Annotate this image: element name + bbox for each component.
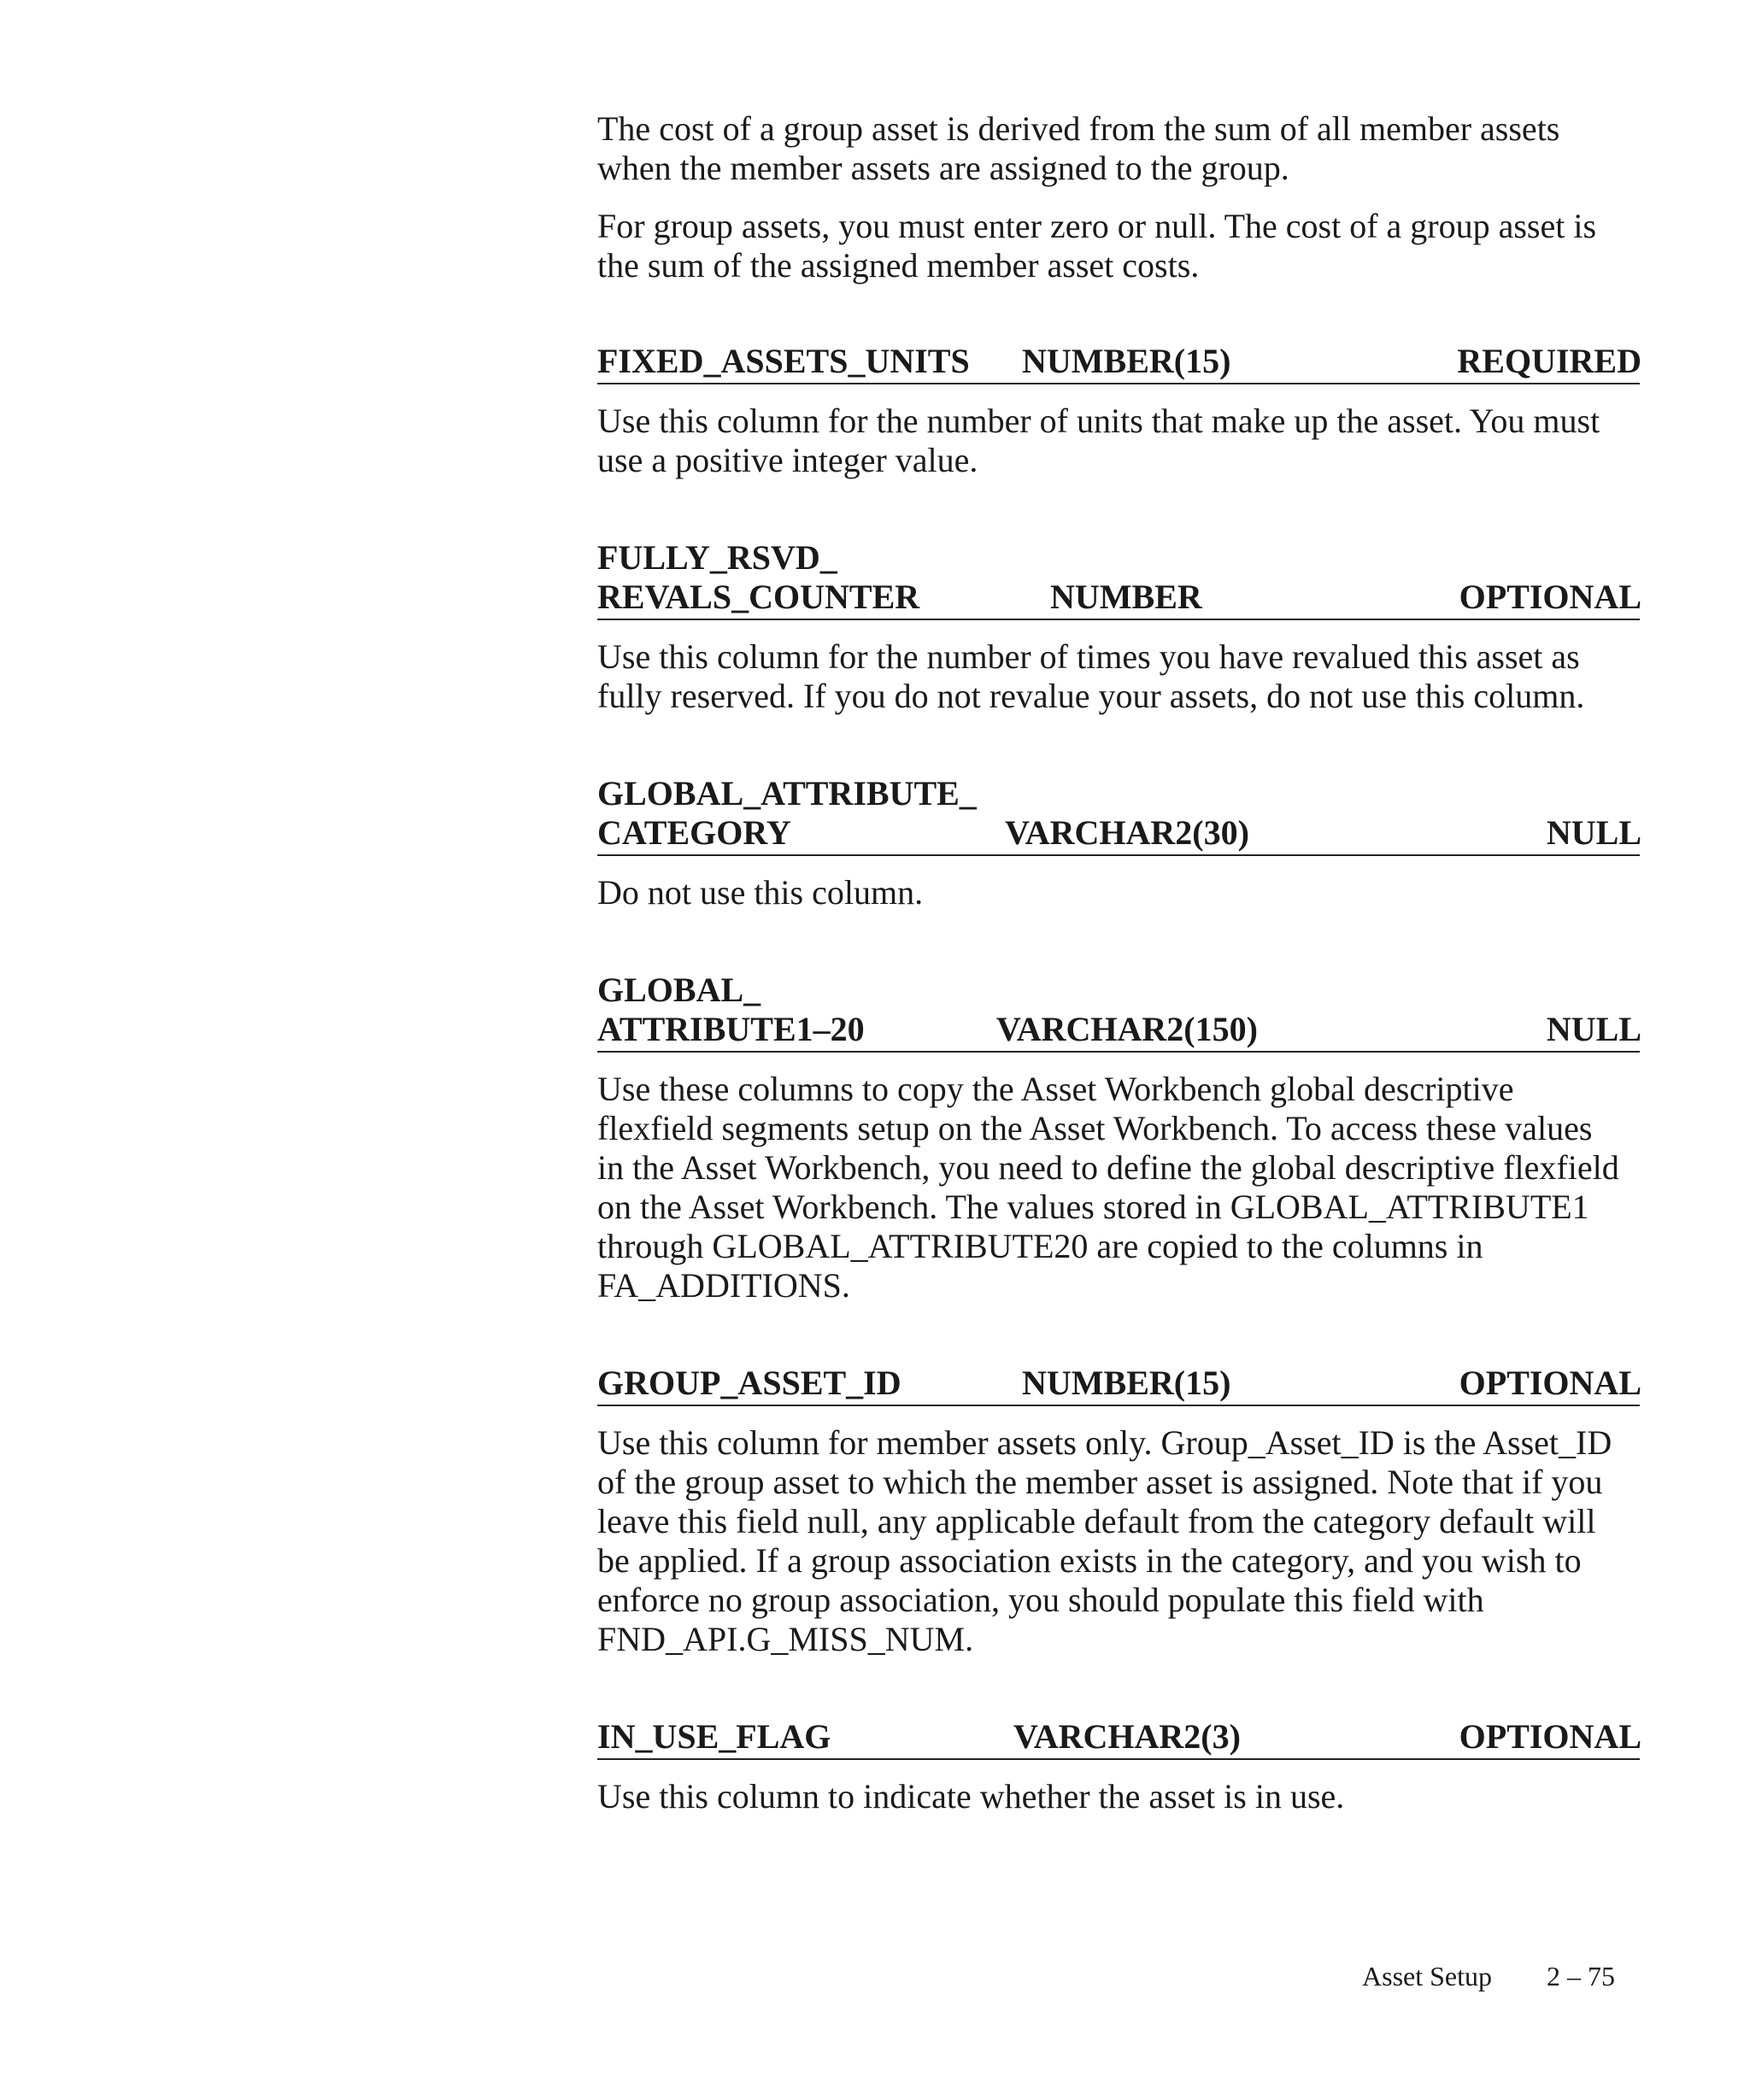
- field-name-line-2: REVALS_COUNTER: [597, 578, 920, 616]
- field-type: NUMBER(15): [1022, 342, 1231, 380]
- field-type: VARCHAR2(3): [1013, 1717, 1241, 1756]
- field-description: Do not use this column.: [597, 873, 924, 912]
- field-name-line-2: CATEGORY: [597, 813, 791, 852]
- field-requirement: NULL: [1546, 813, 1641, 852]
- field-requirement: REQUIRED: [1457, 342, 1641, 380]
- field-requirement: OPTIONAL: [1459, 1364, 1641, 1402]
- field-fully-rsvd-revals-counter: [597, 538, 1640, 716]
- field-description: Use this column for the number of times you have revalued this asset as fully reserved. If you do not revalue your assets, do not use this column.: [597, 637, 1585, 715]
- footer-page-number: 2 – 75: [1547, 1961, 1615, 1991]
- field-group-asset-id: [597, 1364, 1640, 1659]
- field-global-attribute1-20: [597, 971, 1640, 1305]
- field-in-use-flag: [597, 1717, 1640, 1816]
- page-content: [597, 109, 1640, 1816]
- field-name-line-2: ATTRIBUTE1–20: [597, 1010, 865, 1048]
- field-global-attribute-category: [597, 774, 1640, 912]
- field-type: VARCHAR2(30): [1005, 813, 1249, 852]
- field-type: VARCHAR2(150): [996, 1010, 1258, 1048]
- footer-section-title: Asset Setup: [1362, 1961, 1492, 1991]
- field-name: FIXED_ASSETS_UNITS: [597, 342, 970, 380]
- field-fixed-assets-units: [597, 342, 1640, 480]
- field-header: [597, 971, 1640, 1053]
- field-name: IN_USE_FLAG: [597, 1717, 831, 1756]
- intro-paragraph-2: For group assets, you must enter zero or null. The cost of a group asset is the sum of the assigned member asset costs.: [597, 207, 1597, 284]
- page-footer: [1362, 1959, 1615, 1993]
- field-description: Use these columns to copy the Asset Workbench global descriptive flexfield segments setup on the Asset Workbench. To access these values in the Asset Workbench, you need to define the global descriptive flexfield on the Asset Workbench. The values stored in GLOBAL_ATTRIBUTE1 through GLOBAL_ATTRIBUTE20 are copied to the columns in FA_ADDITIONS.: [597, 1070, 1619, 1305]
- field-header: [597, 1364, 1640, 1406]
- field-requirement: OPTIONAL: [1459, 1717, 1641, 1756]
- field-requirement: OPTIONAL: [1459, 578, 1641, 616]
- field-name-line-1: GLOBAL_ATTRIBUTE_: [597, 774, 977, 812]
- field-description: Use this column for the number of units that make up the asset. You must use a positive integer value.: [597, 402, 1600, 479]
- field-description: Use this column to indicate whether the asset is in use.: [597, 1777, 1345, 1816]
- field-header: [597, 538, 1640, 620]
- intro-paragraph-1: The cost of a group asset is derived from the sum of all member assets when the member assets are assigned to the group.: [597, 109, 1560, 187]
- field-name: GROUP_ASSET_ID: [597, 1364, 901, 1402]
- field-header: [597, 342, 1640, 384]
- field-header: [597, 774, 1640, 856]
- field-type: NUMBER: [1050, 578, 1202, 616]
- field-requirement: NULL: [1546, 1010, 1641, 1048]
- field-header: [597, 1717, 1640, 1760]
- field-name-line-1: GLOBAL_: [597, 971, 761, 1009]
- field-name-line-1: FULLY_RSVD_: [597, 538, 837, 577]
- field-type: NUMBER(15): [1022, 1364, 1231, 1402]
- field-description: Use this column for member assets only. Group_Asset_ID is the Asset_ID of the group asset to which the member asset is assigned. Note that if you leave this field null, any applicable default from the category default will be applied. If a group association exists in the category, and you wish to enforce no group association, you should populate this field with FND_API.G_MISS_NUM.: [597, 1423, 1612, 1658]
